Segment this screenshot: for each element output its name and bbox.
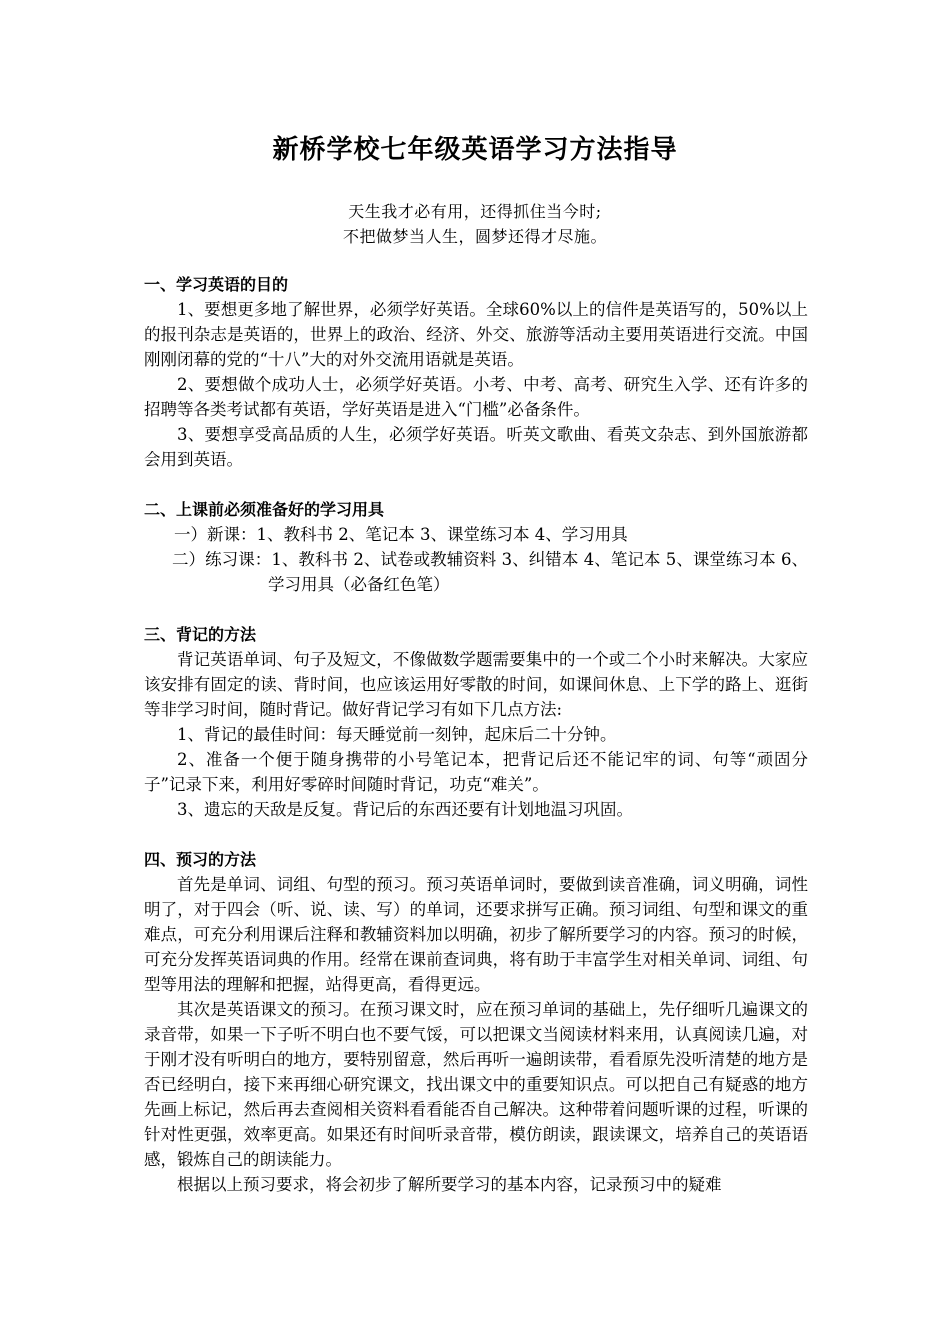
section-3-paragraph-1: 背记英语单词、句子及短文，不像做数学题需要集中的一个或二个小时来解决。大家应该安排有固定的读、背时间，也应该运用好零散的时间，如课间休息、上下学的路上、逛街等非学习时间，随时背记。做好背记学习有如下几点方法: xyxy=(144,650,808,719)
section-3-heading: 三、背记的方法 xyxy=(144,625,257,644)
section-3-paragraph-4: 3、遗忘的天敌是反复。背记后的东西还要有计划地温习巩固。 xyxy=(177,800,633,819)
section-4-paragraph-1: 首先是单词、词组、句型的预习。预习英语单词时，要做到读音准确，词义明确，词性明了，对于四会（听、说、读、写）的单词，还要求拼写正确。预习词组、句型和课文的重难点，可充分利用课后注释和教辅资料加以明确，初步了解所要学习的内容。预习的时候，可充分发挥英语词典的作用。经常在课前查词典，将有助于丰富学生对相关单词、词组、句型等用法的理解和把握，站得更高，看得更远。 xyxy=(144,875,808,994)
section-3-paragraph-3: 2、准备一个便于随身携带的小号笔记本，把背记后还不能记牢的词、句等“顽固分子”记录下来，利用好零碎时间随时背记，功克“难关”。 xyxy=(144,750,808,794)
section-2-heading: 二、上课前必须准备好的学习用具 xyxy=(144,500,385,519)
poem xyxy=(0,199,950,249)
section-1-paragraph-2: 2、要想做个成功人士，必须学好英语。小考、中考、高考、研究生入学、还有许多的招聘等各类考试都有英语，学好英语是进入“门槛”必备条件。 xyxy=(144,375,808,419)
section-4-paragraph-3: 根据以上预习要求，将会初步了解所要学习的基本内容，记录预习中的疑难 xyxy=(177,1175,722,1194)
document-title: 新桥学校七年级英语学习方法指导 xyxy=(272,135,678,165)
poem-line-1: 天生我才必有用，还得抓住当今时; xyxy=(348,202,602,221)
section-4-heading: 四、预习的方法 xyxy=(144,850,257,869)
section-4-paragraph-2: 其次是英语课文的预习。在预习课文时，应在预习单词的基础上，先仔细听几遍课文的录音带，如果一下子听不明白也不要气馁，可以把课文当阅读材料来用，认真阅读几遍，对于刚才没有听明白的地方，要特别留意，然后再听一遍朗读带，看看原先没听清楚的地方是否已经明白，接下来再细心研究课文，找出课文中的重要知识点。可以把自己有疑惑的地方先画上标记，然后再去查阅相关资料看看能否自己解决。这种带着问题听课的过程，听课的针对性更强，效率更高。如果还有时间听录音带，模仿朗读，跟读课文，培养自己的英语语感，锻炼自己的朗读能力。 xyxy=(144,1000,808,1169)
section-1-paragraph-1: 1、要想更多地了解世界，必须学好英语。全球60%以上的信件是英语写的，50%以上的报刊杂志是英语的，世界上的政治、经济、外交、旅游等活动主要用英语进行交流。中国刚刚闭幕的党的“十八”大的对外交流用语就是英语。 xyxy=(144,300,808,369)
section-1-heading: 一、学习英语的目的 xyxy=(144,275,289,294)
document-body xyxy=(144,272,808,1197)
section-1-paragraph-3: 3、要想享受高品质的人生，必须学好英语。听英文歌曲、看英文杂志、到外国旅游都会用到英语。 xyxy=(144,425,808,469)
section-2-item-1: 一）新课：1、教科书 2、笔记本 3、课堂练习本 4、学习用具 xyxy=(174,525,628,544)
section-2-item-2: 二）练习课：1、教科书 2、试卷或教辅资料 3、纠错本 4、笔记本 5、课堂练习本 6、学习用具（必备红色笔） xyxy=(172,550,808,594)
poem-line-2: 不把做梦当人生，圆梦还得才尽施。 xyxy=(342,227,607,246)
section-3-paragraph-2: 1、背记的最佳时间：每天睡觉前一刻钟，起床后二十分钟。 xyxy=(177,725,617,744)
